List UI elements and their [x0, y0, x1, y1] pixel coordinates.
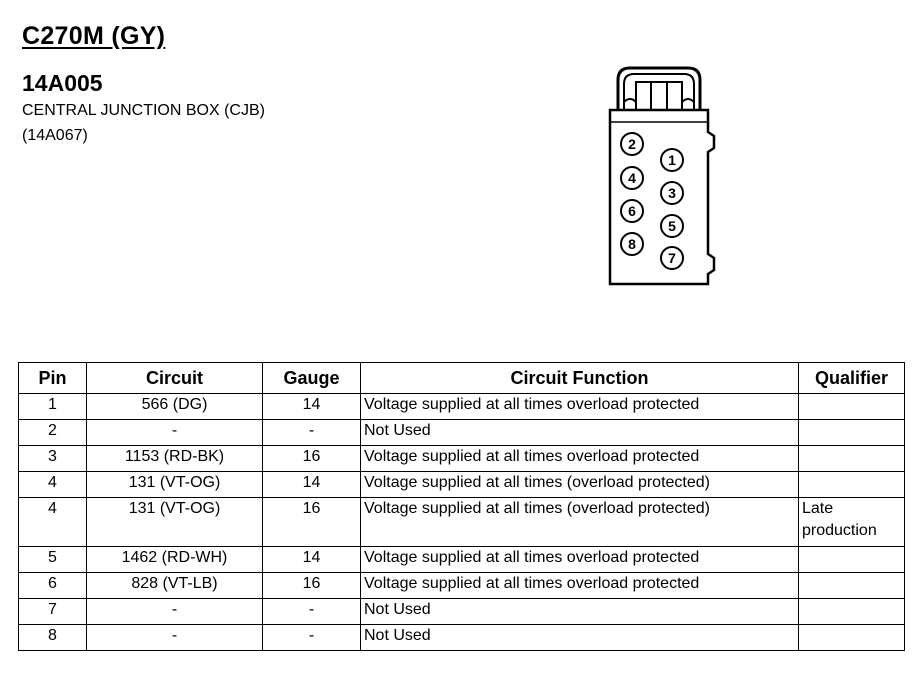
gauge-cell: 14 — [263, 547, 361, 573]
circuit-cell: 1462 (RD-WH) — [87, 547, 263, 573]
pin-cell: 1 — [19, 394, 87, 420]
pin-3-label: 3 — [668, 185, 676, 201]
header-circuit-function: Circuit Function — [361, 363, 799, 394]
function-cell: Not Used — [361, 420, 799, 446]
circuit-cell: - — [87, 599, 263, 625]
connector-pins — [621, 133, 683, 269]
pin-cell: 2 — [19, 420, 87, 446]
circuit-cell: 1153 (RD-BK) — [87, 446, 263, 472]
pin-5-label: 5 — [668, 218, 676, 234]
function-cell: Voltage supplied at all times overload protected — [361, 573, 799, 599]
table-row — [19, 420, 905, 446]
pin-cell: 4 — [19, 498, 87, 547]
table-row — [19, 498, 905, 547]
pin-cell: 8 — [19, 625, 87, 651]
header-gauge: Gauge — [263, 363, 361, 394]
circuit-cell: - — [87, 420, 263, 446]
qualifier-cell — [799, 420, 905, 446]
gauge-cell: - — [263, 420, 361, 446]
table-row — [19, 599, 905, 625]
pin-cell: 6 — [19, 573, 87, 599]
qualifier-cell — [799, 625, 905, 651]
pin-cell: 7 — [19, 599, 87, 625]
connector-id-title: C270M (GY) — [22, 22, 166, 50]
pin-cell: 5 — [19, 547, 87, 573]
table-row — [19, 625, 905, 651]
gauge-cell: - — [263, 625, 361, 651]
gauge-cell: 16 — [263, 573, 361, 599]
qualifier-cell: Late production — [799, 498, 905, 547]
pinout-table — [18, 362, 905, 651]
function-cell: Voltage supplied at all times overload protected — [361, 547, 799, 573]
gauge-cell: 14 — [263, 472, 361, 498]
gauge-cell: - — [263, 599, 361, 625]
pin-1-label: 1 — [668, 152, 676, 168]
function-cell: Not Used — [361, 599, 799, 625]
qualifier-cell — [799, 573, 905, 599]
header-pin: Pin — [19, 363, 87, 394]
table-header-row — [19, 363, 905, 394]
pin-8-label: 8 — [628, 236, 636, 252]
pin-4-label: 4 — [628, 170, 636, 186]
function-cell: Voltage supplied at all times (overload protected) — [361, 498, 799, 547]
connector-face-icon — [598, 62, 720, 292]
function-cell: Voltage supplied at all times overload protected — [361, 446, 799, 472]
function-cell: Voltage supplied at all times (overload protected) — [361, 472, 799, 498]
qualifier-cell — [799, 599, 905, 625]
qualifier-cell — [799, 547, 905, 573]
header-circuit: Circuit — [87, 363, 263, 394]
pin-7-label: 7 — [668, 250, 676, 266]
gauge-cell: 16 — [263, 446, 361, 472]
function-cell: Not Used — [361, 625, 799, 651]
function-cell: Voltage supplied at all times overload protected — [361, 394, 799, 420]
qualifier-cell — [799, 472, 905, 498]
gauge-cell: 16 — [263, 498, 361, 547]
table-row — [19, 394, 905, 420]
pin-cell: 3 — [19, 446, 87, 472]
part-number: 14A005 — [22, 70, 103, 96]
circuit-cell: - — [87, 625, 263, 651]
circuit-cell: 131 (VT-OG) — [87, 498, 263, 547]
pin-6-label: 6 — [628, 203, 636, 219]
component-name: CENTRAL JUNCTION BOX (CJB) — [22, 102, 265, 119]
table-row — [19, 472, 905, 498]
gauge-cell: 14 — [263, 394, 361, 420]
circuit-cell: 828 (VT-LB) — [87, 573, 263, 599]
table-row — [19, 446, 905, 472]
component-reference: (14A067) — [22, 127, 88, 144]
table-row — [19, 547, 905, 573]
qualifier-cell — [799, 394, 905, 420]
header-qualifier: Qualifier — [799, 363, 905, 394]
circuit-cell: 566 (DG) — [87, 394, 263, 420]
circuit-cell: 131 (VT-OG) — [87, 472, 263, 498]
table-row — [19, 573, 905, 599]
pin-cell: 4 — [19, 472, 87, 498]
pin-2-label: 2 — [628, 136, 636, 152]
qualifier-cell — [799, 446, 905, 472]
